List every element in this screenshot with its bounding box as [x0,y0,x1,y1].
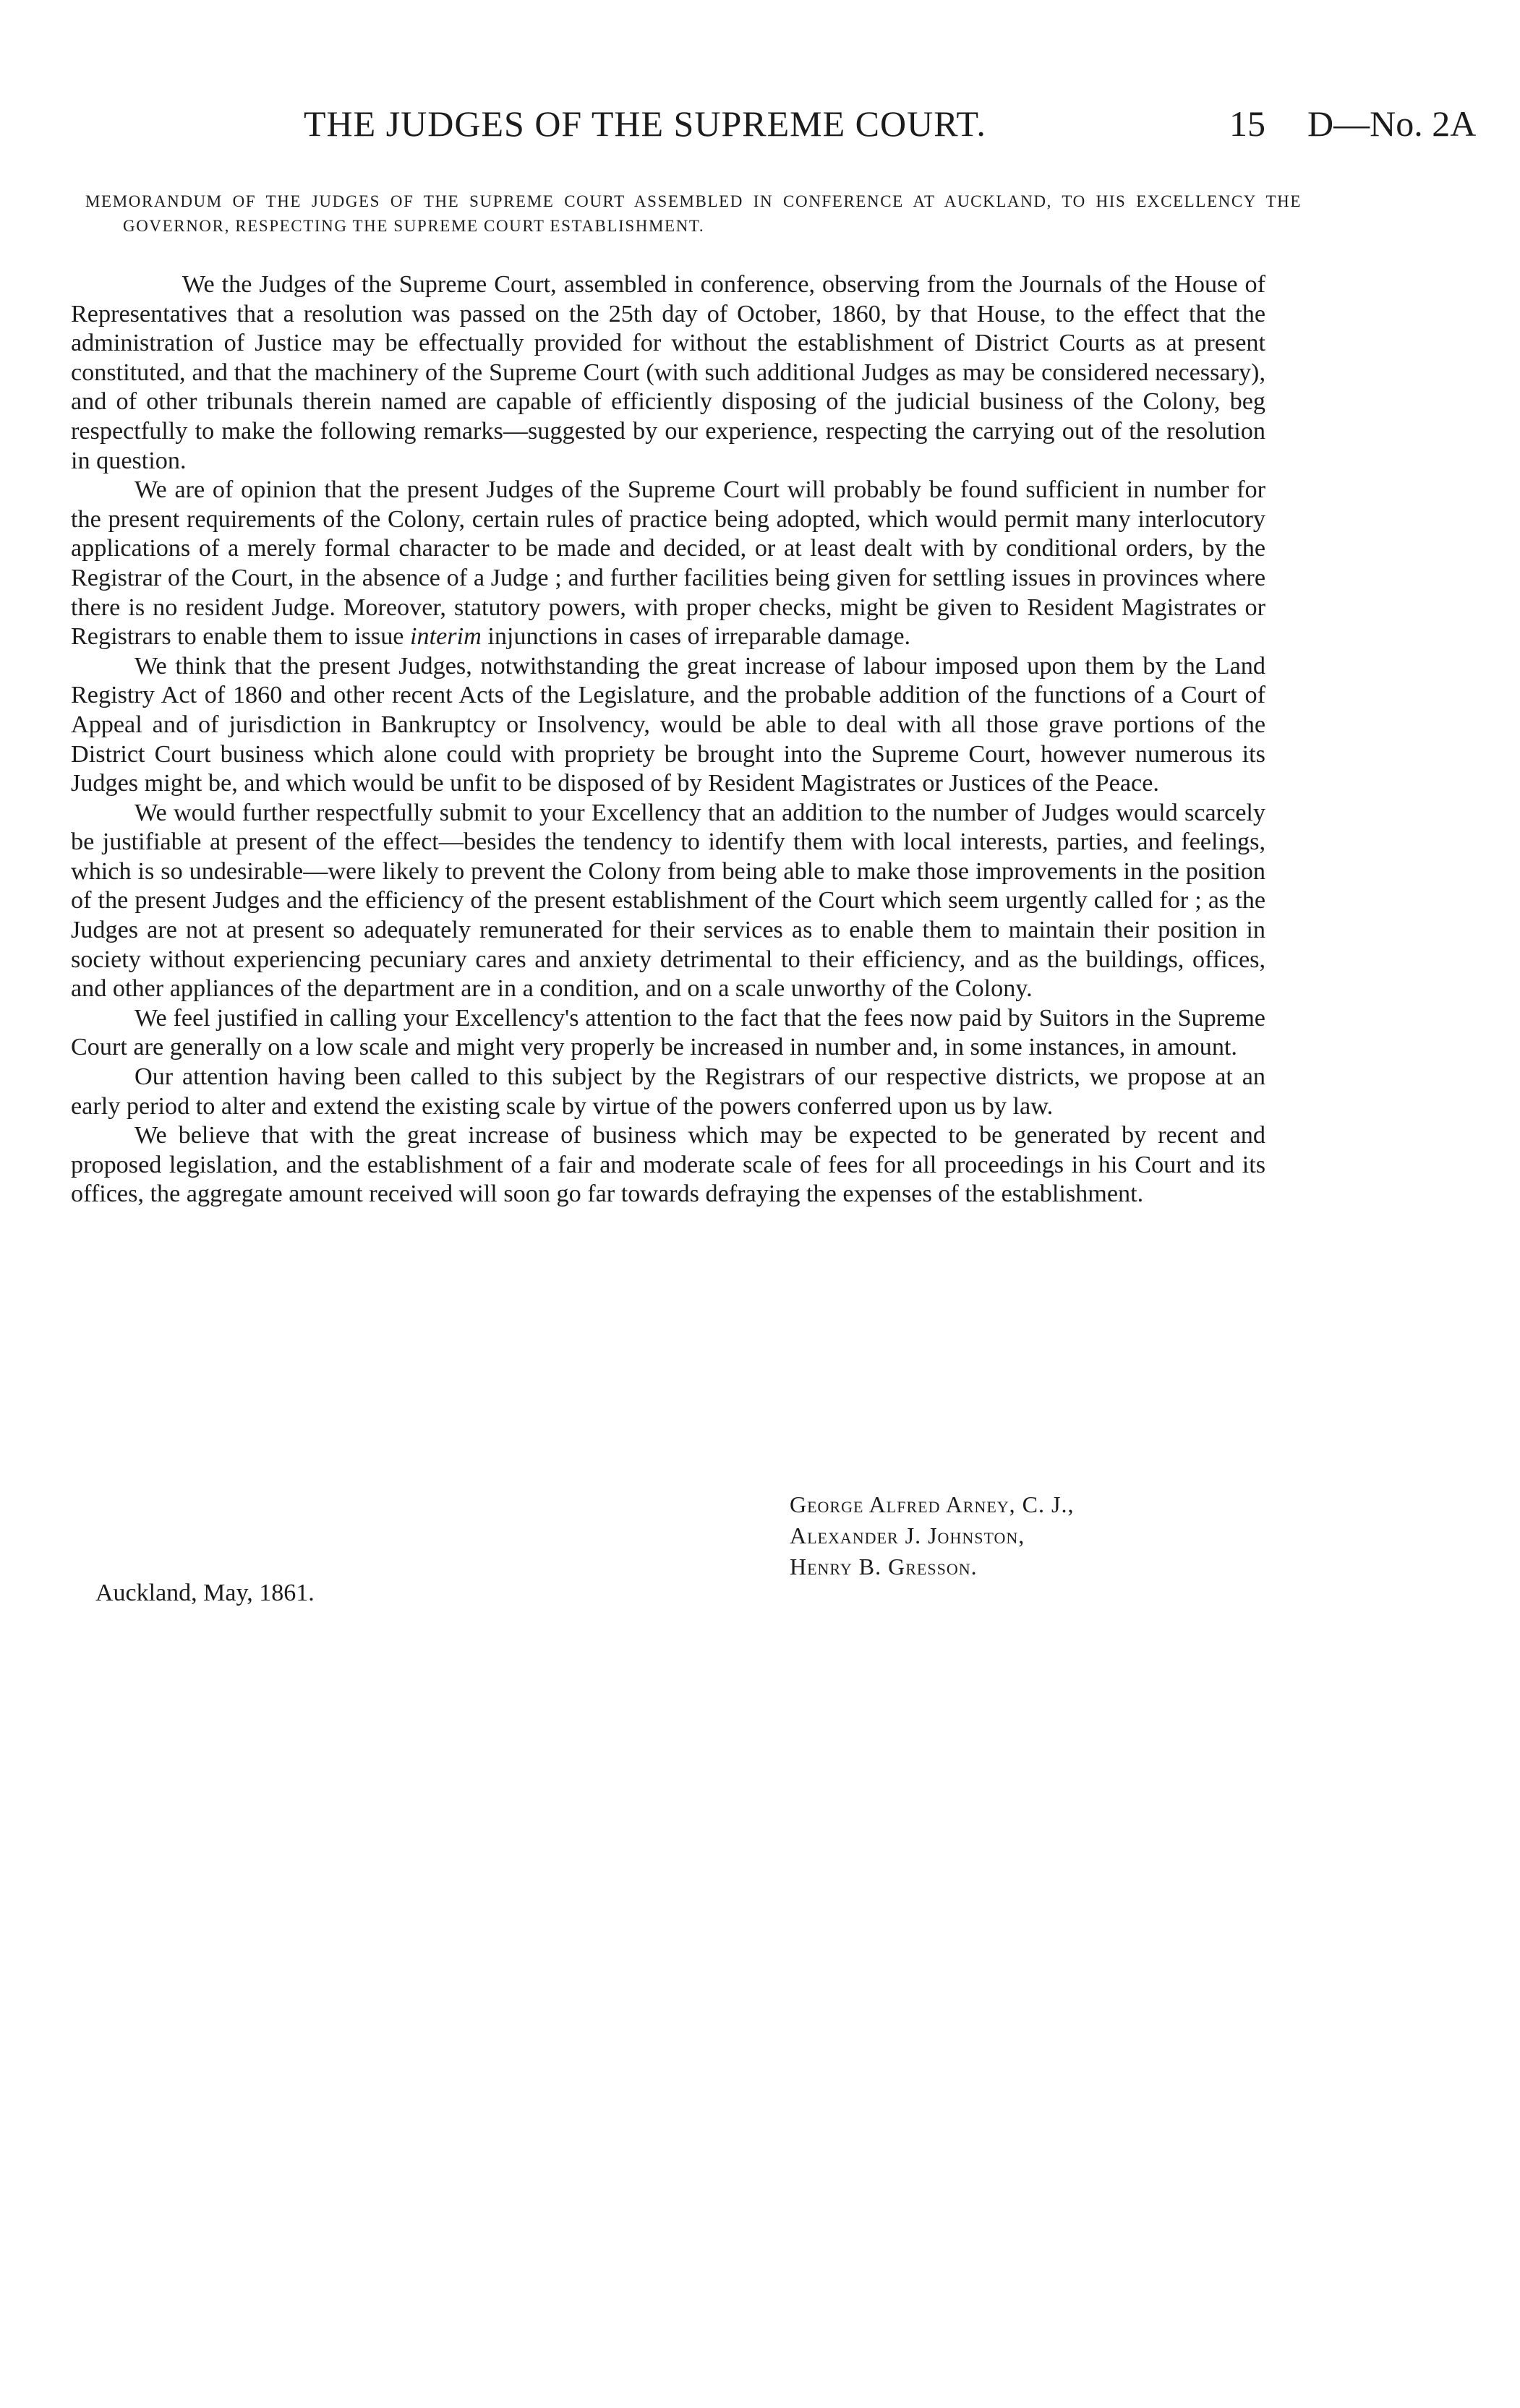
paragraph-2-tail: injunctions in cases of irreparable damage. [487,623,911,651]
signature-arney: George Alfred Arney, C. J., [790,1491,1075,1517]
page-number: 15 [1229,103,1265,144]
dateline: Auckland, May, 1861. [95,1580,315,1606]
paragraph-4: We would further respectfully submit to your Excellency that an addition to the number of Judges would scarcely be justifiable at present of the effect—besides the tendency to identify them with local interests, parties, and feelings, which is so undesirable—were likely to prevent the Colony from being able to make those improvements in the position of the present Judges and the efficiency of the present establishment of the Court which seem urgently called for ; as the Judges are not at present so adequately remunerated for their services as to enable them to maintain their position in society without experiencing pecuniary cares and anxiety detrimental to their efficiency, and as the buildings, offices, and other appliances of the department are in a condition, and on a scale unworthy of the Colony. [71,799,1265,1003]
paragraph-2-text: We are of opinion that the present Judges of the Supreme Court will probably be found sufficient in number for the present requirements of the Colony, certain rules of practice being adopted, which would permit many interlocutory applications of a merely formal character to be made and decided, or at least dealt with by conditional orders, by the Registrar of the Court, in the absence of a Judge ; and further facilities being given for settling issues in provinces where there is no resident Judge. Moreover, statutory powers, with proper checks, might be given to Resident Magistrates or Registrars to enable them to issue [71,476,1265,651]
paragraph-5: We feel justified in calling your Excellency's attention to the fact that the fees now paid by Suitors in the Supreme Court are generally on a low scale and might very properly be increased in number and, in some instances, in amount. [71,1004,1265,1061]
paragraph-1: We the Judges of the Supreme Court, assembled in conference, observing from the Journals of the House of Representatives that a resolution was passed on the 25th day of October, 1860, by that House, to the effect that the administration of Justice may be effectually provided for without the establishment of District Courts as at present constituted, and that the machinery of the Supreme Court (with such additional Judges as may be considered necessary), and of other tribunals therein named are capable of efficiently disposing of the judicial business of the Colony, beg respectfully to make the following remarks—suggested by our experience, respecting the carrying out of the resolution in question. [71,271,1265,474]
paragraph-7: We believe that with the great increase of business which may be expected to be generated by recent and proposed legislation, and the establishment of a fair and moderate scale of fees for all proceedings in his Court and its offices, the aggregate amount received will soon go far towards defraying the expenses of the establishment. [71,1122,1265,1208]
signature-block [790,1489,1074,1582]
document-reference: D—No. 2A [1307,103,1477,144]
signature-johnston: Alexander J. Johnston, [790,1522,1025,1548]
interim-word: interim [410,623,482,651]
paragraph-2 [71,476,1265,652]
signature-gresson: Henry B. Gresson. [790,1554,978,1580]
memo-body [71,270,1265,1209]
running-header [0,103,1520,153]
memo-heading: MEMORANDUM OF THE JUDGES OF THE SUPREME COURT ASSEMBLED IN CONFERENCE AT AUCKLAND, TO HIS EXCELLENCY THE GOVERNOR, RESPECTING THE SUPREME COURT ESTABLISHMENT. [85,192,1302,235]
paragraph-3: We think that the present Judges, notwithstanding the great increase of labour imposed upon them by the Land Registry Act of 1860 and other recent Acts of the Legislature, and the probable addition of the functions of a Court of Appeal and of jurisdiction in Bankruptcy or Insolvency, would be able to deal with all those grave portions of the District Court business which alone could with propriety be brought into the Supreme Court, however numerous its Judges might be, and which would be unfit to be disposed of by Resident Magistrates or Justices of the Peace. [71,652,1265,797]
paragraph-6: Our attention having been called to this subject by the Registrars of our respective districts, we propose at an early period to alter and extend the existing scale by virtue of the powers conferred upon us by law. [71,1063,1265,1120]
running-title: THE JUDGES OF THE SUPREME COURT. [304,103,986,144]
